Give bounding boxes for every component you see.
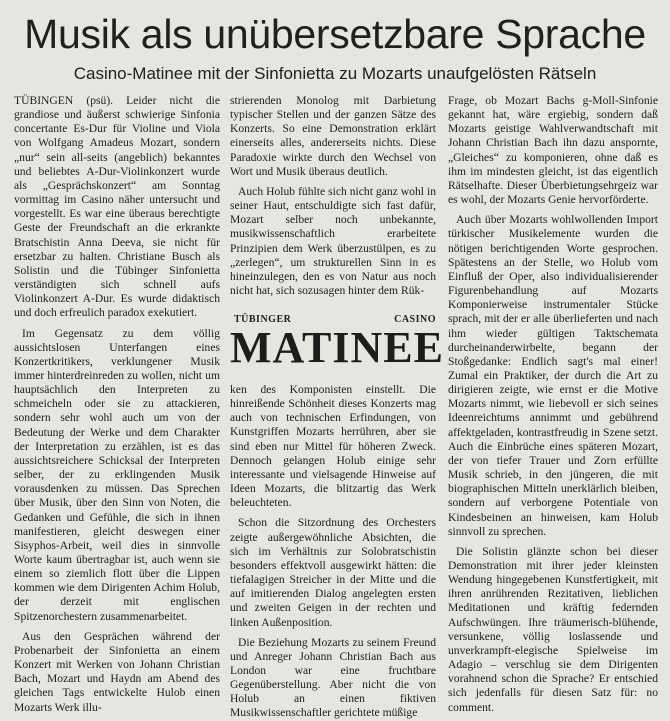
paragraph: Schon die Sitzordnung des Orchesters zeigte außergewöhnliche Absichten, die sich im Verhältnis zur Solobratschistin besonders effektvoll ausgewirkt hätten: die tiefalagigen Streicher in der Mitte und die auf imitierenden Dialog angelegten ersten und zweiten Geigen in der rechten und linken Außenposition. xyxy=(230,516,436,629)
column-1 xyxy=(14,94,220,715)
column-2-bottom xyxy=(230,383,436,721)
matinee-ad xyxy=(230,310,444,380)
paragraph: strierenden Monolog mit Darbietung typischer Stellen und der ganzen Sätze des Konzerts. So eine Demonstration erklärt einerseits alles, andererseits nichts. Diese Paradoxie wirkte durch den Wechsel von Wort und Musik überaus deutlich. xyxy=(230,94,436,178)
paragraph: Im Gegensatz zu dem völlig aussichtslosen Unterfangen eines Konzertkritikers, verklungener Musik immer hinterdreinreden zu wollen, nicht um hauptsächlich den Interpreten zu schmeicheln oder sie zu attackieren, sondern sehr wohl auch um von der Bedeutung der Werke und dem Charakter der Interpretation zu erzählen, ist es das aussichtsreichere Schicksal der Interpreten selber, der zu erklingenden Musik vorausdenken zu müssen. Das Sprechen über Musik, über den Sinn von Noten, die Gedanken und Gefühle, die sich in ihnen manifestieren, gleicht deswegen einer Sisyphos-Arbeit, weil dies in sinnvolle Worte kaum übertragbar ist, auch wenn sie einem so ziemlich flott über die Lippen kommen wie dem Dirigenten Achim Holub, der derzeit mit englischen Spitzenorchestern zusammenarbeitet. xyxy=(14,326,220,623)
paragraph: Aus den Gesprächen während der Probenarbeit der Sinfonietta an einem Konzert mit Werken von Johann Christian Bach, Mozart und Haydn am Abend des gleichen Tags entwickelte Hulob einen Mozarts Werk illu- xyxy=(14,629,220,714)
paragraph: Frage, ob Mozart Bachs g-Moll-Sinfonie gekannt hat, wäre ergiebig, sondern daß Mozarts geistige Wahlverwandtschaft mit Johann Christian Bach ihn dazu anspornte, „Gleiches“ zu komponieren, ohne daß es ihm im mindesten gleicht, ist das eigentlich Rätselhafte. Dieser Überbietungsehrgeiz war es wohl, der Mozarts Genie hervorförderte. xyxy=(448,94,658,207)
headline: Musik als unübersetzbare Sprache xyxy=(24,11,646,57)
paragraph: TÜBINGEN (psü). Leider nicht die grandiose und äußerst schwierige Sinfonia concertante Es-Dur für Violine und Viola von Wolfgang Amadeus Mozart, sondern „nur“ sein all-seits (angeblich) bekanntes und beliebtes A-Dur-Violinkonzert wurde als „Gesprächskonzert“ am Sonntag vormittag im Casino näher untersucht und vorgestellt. Es war eine überaus berechtigte Geste der Freundschaft an die erkrankte Bratschistin Anna Deeva, sie nicht für ersetzbar zu halten. Christiane Busch als Solistin und die Tübinger Sinfonietta verständigten sich schnell aufs Violinkonzert A-Dur. Es wurde didaktisch und doch erfreulich paradox exekutiert. xyxy=(14,94,220,320)
paragraph: Die Beziehung Mozarts zu seinem Freund und Anreger Johann Christian Bach aus London war eine fruchtbare Gegenüberstellung. Aber nicht die von Holub an einen fiktiven Musikwissenschaftler gerichtete müßige xyxy=(230,635,436,720)
paragraph: Auch Holub fühlte sich nicht ganz wohl in seiner Haut, entschuldigte sich fast dafür, Mozart selber noch unbekannte, musikwissenschaftlich erarbeitete Prinzipien dem Werk überzustülpen, es zu „zerlegen“, um strukturellen Sinn in es hineinzulegen, den es von Natur aus noch nicht hat, sich sozusagen hinter dem Rük- xyxy=(230,184,436,298)
ad-label-right: CASINO xyxy=(394,314,436,325)
ad-label-left: TÜBINGER xyxy=(234,314,292,325)
column-3 xyxy=(448,94,658,715)
paragraph: Die Solistin glänzte schon bei dieser Demonstration mit ihrer jeder kleinsten Wendung hingegebenen Kunstfertigkeit, mit ihren anrührenden Rezitativen, lieblichen Meditationen und kräftig federnden Aufschwüngen. Ihre träumerisch-blühende, versunkene, völlig loslassende und unverkrampft-elegische Spielweise im Adagio – verschlug sie dem Dirigenten vorahnend schon die Sprache? Er entschied sich jedenfalls für diesen Satz für: no comment. xyxy=(448,544,658,714)
ad-title: MATINEE xyxy=(230,323,444,372)
column-2-top xyxy=(230,94,436,298)
paragraph: Auch über Mozarts wohlwollenden Import türkischer Musikelemente wurden die nötigen berichtigenden Worte gesprochen. Spätestens an der Stelle, wo Holub vom Einfluß der Oper, also individualisierender Figurenbehandlung auf Mozarts Komponierweise instrumentaler Stücke sprach, mit der er alle überlieferten und nach ihm wieder gültigen Taktschemata durcheinanderwirbelte, begann der Stoßgedanke: Endlich sagt's mal einer! Zumal ein Praktiker, der durch die Art zu dirigieren zeigte, wie ernst er die Motive Mozarts nimmt, wie liebevoll er sich seines Ideenreichtums annimmt und gebührend affektgeladen, kontrastfreudig in Szene setzt. Auch die Einbrüche eines späteren Mozart, der von tiefer Trauer und Zorn erfüllte Musik schrieb, in den jüngeren, die mit biographischen Mitteln unerklärlich bleiben, sondern auf verborgene Potentiale von Kindesbeinen an hinweisen, kam Holub sinnvoll zu sprechen. xyxy=(448,213,658,538)
subheadline: Casino-Matinee mit der Sinfonietta zu Mozarts unaufgelösten Rätseln xyxy=(73,64,597,83)
paragraph: ken des Komponisten einstellt. Die hinreißende Schönheit dieses Konzerts mag auch von technischen Erfindungen, von Kunstgriffen Mozarts herrühren, aber sie sind eben nur Mittel für höheren Zweck. Dennoch gelangen Holub einige sehr interessante und vielsagende Hinweise auf Ideen Mozarts, die blitzartig das Werk beleuchteten. xyxy=(230,383,436,510)
